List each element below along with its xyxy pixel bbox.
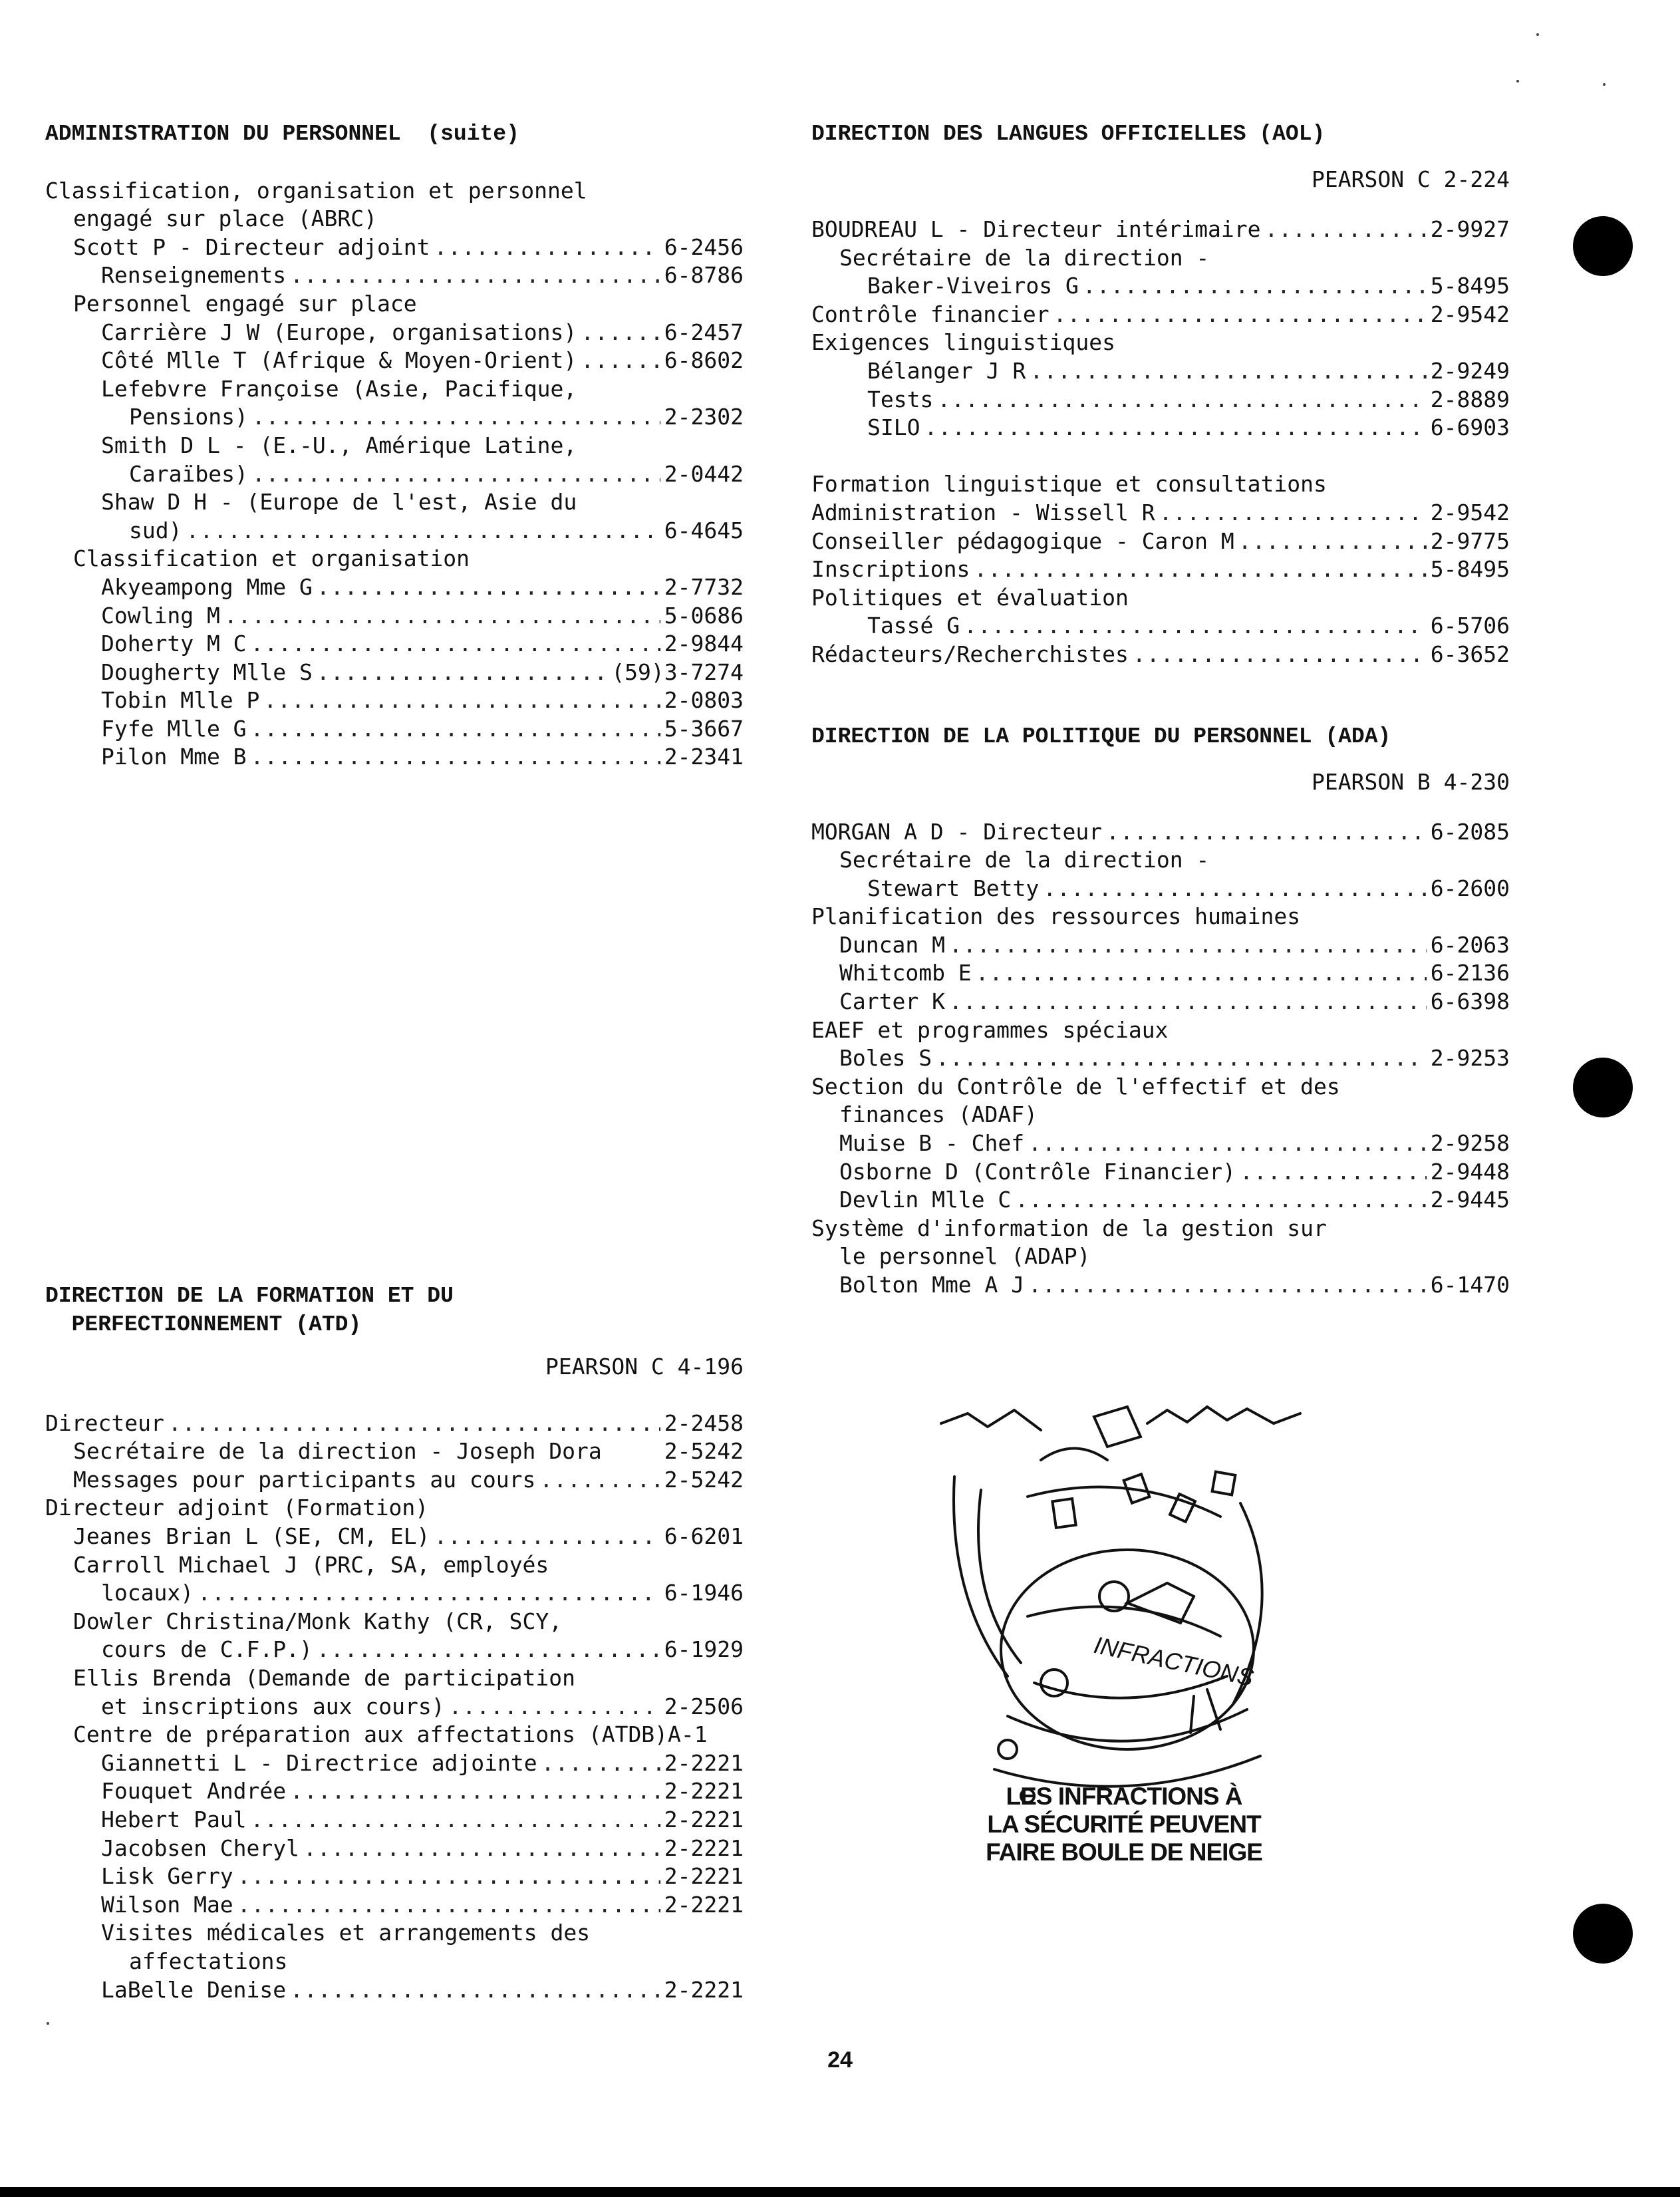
entry-phone: 6-6903: [1430, 414, 1510, 441]
dot-leader: [1159, 499, 1427, 527]
directory-line: [811, 1073, 1510, 1101]
entry-name: Classification et organisation: [73, 545, 470, 572]
entry-phone: 2-8889: [1430, 386, 1510, 412]
entry-name: sud): [129, 517, 182, 543]
directory-line: [811, 1101, 1510, 1129]
directory-entry: [811, 612, 1510, 641]
entry-phone: 6-1929: [664, 1636, 744, 1663]
dot-leader: [317, 573, 660, 602]
dot-leader: [434, 233, 660, 262]
entry-name: SILO: [867, 414, 920, 441]
figure-head-2: [1041, 1670, 1067, 1696]
section-heading-formation-2: PERFECTIONNEMENT (ATD): [45, 1312, 362, 1338]
entry-phone: 6-1470: [1430, 1272, 1510, 1298]
entry-phone: 5-3667: [664, 715, 744, 742]
entry-name: BOUDREAU L - Directeur intérimaire: [811, 216, 1261, 242]
directory-entry: [811, 641, 1510, 669]
dot-leader: [237, 1891, 660, 1920]
entry-phone: 2-2506: [664, 1693, 744, 1719]
directory-entry: [811, 931, 1510, 960]
entry-name: Personnel engagé sur place: [73, 290, 417, 317]
directory-line: [811, 1016, 1510, 1045]
directory-line: [45, 488, 744, 517]
directory-line: [45, 1608, 744, 1636]
dot-leader: [1133, 641, 1427, 669]
directory-entry: [45, 1834, 744, 1863]
directory-line: [45, 1948, 744, 1976]
entry-name: Giannetti L - Directrice adjointe: [101, 1749, 537, 1776]
directory-entry: [45, 1579, 744, 1608]
snow-trail: [994, 1756, 1260, 1787]
directory-entry: [45, 403, 744, 432]
formation-directory-list: [45, 1409, 744, 2004]
entry-name: Fouquet Andrée: [101, 1778, 287, 1805]
location-aol: PEARSON C 2-224: [1311, 166, 1510, 192]
entry-name: Visites médicales et arrangements des: [101, 1920, 591, 1946]
directory-entry: [45, 1976, 744, 2005]
directory-entry: [811, 1158, 1510, 1187]
directory-entry: [811, 555, 1510, 584]
dot-leader: [198, 1579, 660, 1608]
entry-phone: 2-9542: [1430, 301, 1510, 327]
entry-name: Jeanes Brian L (SE, CM, EL): [73, 1523, 430, 1550]
entry-phone: 6-4645: [664, 517, 744, 543]
entry-name: Pilon Mme B: [101, 744, 247, 770]
entry-name: Jacobsen Cheryl: [101, 1834, 300, 1861]
directory-entry: [811, 875, 1510, 903]
entry-name: Politiques et évaluation: [811, 584, 1129, 611]
directory-entry: [45, 1693, 744, 1721]
mountain-ridge: [1147, 1407, 1300, 1423]
directory-entry: [811, 216, 1510, 244]
entry-name: Pensions): [129, 404, 248, 430]
directory-line: [45, 1919, 744, 1948]
punch-hole-bottom: [1573, 1904, 1633, 1964]
directory-entry: [45, 319, 744, 347]
entry-phone: 6-2457: [664, 319, 744, 345]
dot-leader: [1030, 357, 1426, 386]
directory-entry: [45, 1806, 744, 1834]
dot-leader: [317, 659, 607, 687]
entry-name: Carrière J W (Europe, organisations): [101, 319, 577, 345]
directory-entry: [45, 743, 744, 772]
directory-entry: [811, 357, 1510, 386]
dot-leader: [224, 602, 660, 631]
dot-leader: [1053, 301, 1427, 329]
entry-name: Scott P - Directeur adjoint: [73, 233, 430, 260]
directory-entry: [45, 517, 744, 545]
entry-name: le personnel (ADAP): [839, 1243, 1091, 1270]
entry-name: finances (ADAF): [839, 1101, 1038, 1128]
dot-leader: [974, 555, 1426, 584]
directory-entry: [45, 1409, 744, 1438]
entry-name: et inscriptions aux cours): [101, 1693, 445, 1719]
ada-directory-list: [811, 818, 1510, 1300]
entry-name: Carroll Michael J (PRC, SA, employés: [73, 1551, 549, 1578]
entry-phone: 6-8602: [664, 347, 744, 374]
entry-phone: 6-2136: [1430, 960, 1510, 986]
dot-leader: [1028, 1129, 1427, 1158]
directory-entry: [45, 460, 744, 489]
entry-phone: 2-9927: [1430, 216, 1510, 242]
section-heading-admin: ADMINISTRATION DU PERSONNEL (suite): [45, 122, 519, 146]
entry-name: Akyeampong Mme G: [101, 573, 313, 600]
directory-entry: [45, 1891, 744, 1920]
entry-name: Section du Contrôle de l'effectif et des: [811, 1073, 1340, 1099]
dot-leader: [1240, 1158, 1427, 1187]
scan-speck: [1536, 33, 1539, 36]
entry-phone: 2-2221: [664, 1806, 744, 1832]
dot-leader: [949, 931, 1427, 960]
dot-leader: [290, 1976, 660, 2005]
directory-line: [811, 1215, 1510, 1243]
directory-line: [45, 375, 744, 404]
section-heading-formation-1: DIRECTION DE LA FORMATION ET DU: [45, 1284, 454, 1309]
dot-leader: [964, 612, 1427, 641]
entry-name: Secrétaire de la direction -: [839, 244, 1210, 271]
dot-leader: [1083, 272, 1427, 301]
left-column: [45, 120, 744, 2004]
entry-phone: 6-2456: [664, 233, 744, 260]
directory-entry: [811, 414, 1510, 442]
directory-entry: [811, 1129, 1510, 1158]
entry-phone: 2-9775: [1430, 527, 1510, 554]
directory-line: [811, 244, 1510, 273]
entry-name: Système d'information de la gestion sur: [811, 1215, 1327, 1241]
directory-entry: [45, 1437, 744, 1466]
entry-name: Duncan M: [839, 931, 945, 958]
entry-name: Inscriptions: [811, 556, 970, 583]
entry-name: Lefebvre Françoise (Asie, Pacifique,: [101, 375, 577, 402]
directory-entry: [811, 818, 1510, 847]
cartoon-caption: [928, 1783, 1320, 1866]
section-heading-ada: DIRECTION DE LA POLITIQUE DU PERSONNEL (ADA): [811, 724, 1391, 749]
directory-entry: [45, 1466, 744, 1495]
entry-name: Smith D L - (E.-U., Amérique Latine,: [101, 432, 577, 458]
entry-name: Administration - Wissell R: [811, 499, 1155, 525]
entry-phone: 2-9448: [1430, 1158, 1510, 1185]
directory-entry: [811, 988, 1510, 1016]
entry-name: LaBelle Denise: [101, 1976, 287, 2003]
entry-phone: 6-2063: [1430, 931, 1510, 958]
entry-phone: 2-2221: [664, 1976, 744, 2003]
entry-name: Osborne D (Contrôle Financier): [839, 1158, 1236, 1185]
entry-name: Exigences linguistiques: [811, 329, 1115, 356]
directory-entry: [811, 272, 1510, 301]
entry-name: Hebert Paul: [101, 1806, 247, 1832]
entry-name: Baker-Viveiros G: [867, 273, 1079, 299]
entry-name: Tobin Mlle P: [101, 687, 260, 714]
entry-phone: 2-5242: [664, 1438, 744, 1465]
entry-name: Dougherty Mlle S: [101, 659, 313, 685]
directory-entry: [811, 1186, 1510, 1215]
directory-entry: [45, 1636, 744, 1664]
entry-phone: 2-9258: [1430, 1130, 1510, 1157]
dot-leader: [186, 517, 660, 545]
dot-leader: [581, 347, 660, 375]
bottom-border: [0, 2187, 1680, 2197]
entry-phone: 6-2600: [1430, 875, 1510, 901]
entry-name: EAEF et programmes spéciaux: [811, 1016, 1169, 1043]
entry-phone: 5-0686: [664, 602, 744, 629]
entry-phone: 6-6398: [1430, 988, 1510, 1015]
section-heading-aol: DIRECTION DES LANGUES OFFICIELLES (AOL): [811, 122, 1326, 146]
entry-phone: 2-2302: [664, 404, 744, 430]
dot-leader: [541, 1749, 660, 1778]
caption-line-1: LES INFRACTIONS À: [1006, 1783, 1242, 1810]
entry-phone: 2-2221: [664, 1834, 744, 1861]
dot-leader: [581, 319, 660, 347]
dot-leader: [237, 1862, 660, 1891]
scan-speck: [47, 2022, 49, 2025]
entry-name: Carter K: [839, 988, 945, 1015]
entry-name: Devlin Mlle C: [839, 1187, 1012, 1213]
entry-phone: 5-8495: [1430, 273, 1510, 299]
directory-line: [45, 545, 744, 573]
dot-leader: [937, 386, 1426, 414]
entry-name: MORGAN A D - Directeur: [811, 818, 1103, 845]
entry-phone: 6-6201: [664, 1523, 744, 1550]
right-column: [811, 120, 1510, 1300]
dot-leader: [290, 1777, 660, 1806]
directory-entry: [45, 630, 744, 659]
entry-phone: 6-5706: [1430, 613, 1510, 639]
dot-leader: [434, 1523, 660, 1551]
dot-leader: [303, 1834, 660, 1863]
entry-name: Muise B - Chef: [839, 1130, 1025, 1157]
scan-speck: [1516, 80, 1519, 82]
entry-name: Directeur: [45, 1409, 164, 1436]
ball-curve-1: [1028, 1606, 1220, 1636]
dot-leader: [290, 261, 660, 290]
directory-entry: [811, 499, 1510, 527]
entry-name: Planification des ressources humaines: [811, 903, 1301, 930]
directory-line: [45, 290, 744, 319]
directory-line: [45, 205, 744, 233]
directory-line: [45, 177, 744, 206]
entry-phone: (59)3-7274: [611, 659, 744, 685]
entry-name: Secrétaire de la direction - Joseph Dora: [73, 1438, 602, 1465]
entry-name: Bolton Mme A J: [839, 1272, 1025, 1298]
directory-line: [811, 584, 1510, 613]
entry-phone: 2-7732: [664, 573, 744, 600]
dot-leader: [168, 1409, 660, 1438]
dot-leader: [449, 1693, 660, 1721]
directory-line: [45, 1551, 744, 1580]
entry-name: Boles S: [839, 1045, 932, 1072]
sign-board: [1094, 1407, 1141, 1447]
directory-entry: [811, 1044, 1510, 1073]
dot-leader: [252, 460, 660, 489]
dot-leader: [1015, 1186, 1427, 1215]
aol-directory-list: [811, 216, 1510, 669]
briefcase: [1127, 1583, 1194, 1623]
entry-phone: 2-9249: [1430, 357, 1510, 384]
entry-name: Secrétaire de la direction -: [839, 847, 1210, 873]
directory-line: [811, 1243, 1510, 1271]
entry-name: engagé sur place (ABRC): [73, 206, 377, 232]
scan-speck: [1603, 83, 1606, 86]
entry-name: Whitcomb E: [839, 960, 972, 986]
entry-phone: 6-3652: [1430, 641, 1510, 667]
entry-phone: 2-2458: [664, 1409, 744, 1436]
entry-name: Dowler Christina/Monk Kathy (CR, SCY,: [73, 1608, 563, 1634]
caption-line-3: FAIRE BOULE DE NEIGE: [986, 1838, 1262, 1866]
directory-line: [45, 432, 744, 460]
location-ada: PEARSON B 4-230: [1311, 768, 1510, 795]
entry-phone: 2-9445: [1430, 1187, 1510, 1213]
directory-entry: [811, 527, 1510, 556]
punch-hole-middle: [1573, 1058, 1633, 1117]
directory-entry: [811, 386, 1510, 414]
dot-leader: [1043, 875, 1427, 903]
entry-name: Caraïbes): [129, 460, 248, 487]
dot-leader: [251, 1806, 660, 1834]
entry-phone: 2-0803: [664, 687, 744, 714]
dot-leader: [1028, 1271, 1427, 1300]
dot-leader: [936, 1044, 1427, 1073]
entry-phone: 6-1946: [664, 1580, 744, 1606]
entry-name: Centre de préparation aux affectations (ATDB)A-1: [73, 1721, 708, 1748]
dot-leader: [924, 414, 1426, 442]
dot-leader: [1106, 818, 1427, 847]
entry-name: cours de C.F.P.): [101, 1636, 313, 1663]
admin-directory-list: [45, 177, 744, 772]
entry-phone: 2-9253: [1430, 1045, 1510, 1072]
entry-phone: 2-2221: [664, 1863, 744, 1890]
landscape-ridge: [941, 1410, 1041, 1430]
entry-phone: 2-2341: [664, 744, 744, 770]
infractions-label: INFRACTIONS: [1091, 1630, 1256, 1691]
directory-entry: [45, 1749, 744, 1778]
entry-name: Doherty M C: [101, 631, 247, 657]
entry-name: Fyfe Mlle G: [101, 715, 247, 742]
directory-entry: [45, 573, 744, 602]
entry-name: Shaw D H - (Europe de l'est, Asie du: [101, 489, 577, 515]
entry-name: Lisk Gerry: [101, 1863, 233, 1890]
entry-name: Stewart Betty: [867, 875, 1040, 901]
directory-entry: [45, 602, 744, 631]
directory-line: [45, 1664, 744, 1693]
paper-4: [1052, 1499, 1075, 1528]
entry-phone: 6-8786: [664, 262, 744, 289]
directory-entry: [45, 686, 744, 715]
paper-3: [1212, 1472, 1236, 1495]
dot-leader: [949, 988, 1427, 1016]
entry-phone: 2-5242: [664, 1466, 744, 1493]
snow-clump-1: [998, 1740, 1017, 1759]
dot-leader: [251, 715, 660, 744]
entry-name: Ellis Brenda (Demande de participation: [73, 1665, 575, 1691]
directory-entry: [45, 261, 744, 290]
entry-name: Messages pour participants au cours: [73, 1466, 536, 1493]
directory-entry: [45, 659, 744, 687]
directory-entry: [811, 959, 1510, 988]
motion-line-1: [954, 1477, 1008, 1676]
directory-line: [811, 903, 1510, 931]
dot-leader: [317, 1636, 660, 1664]
directory-entry: [45, 347, 744, 375]
hill-line: [1041, 1449, 1107, 1461]
page-number: 24: [827, 2047, 853, 2073]
directory-entry: [45, 1862, 744, 1891]
directory-line: [45, 1721, 744, 1749]
dot-leader: [539, 1466, 660, 1495]
dot-leader: [1238, 527, 1427, 556]
entry-phone: 6-2085: [1430, 818, 1510, 845]
directory-entry: [45, 1777, 744, 1806]
directory-line: [811, 329, 1510, 357]
directory-entry: [45, 1523, 744, 1551]
directory-line: [811, 470, 1510, 499]
entry-name: affectations: [129, 1948, 288, 1974]
directory-entry: [45, 233, 744, 262]
entry-phone: 2-9542: [1430, 499, 1510, 525]
entry-phone: 2-2221: [664, 1778, 744, 1805]
entry-name: Directeur adjoint (Formation): [45, 1495, 429, 1521]
directory-entry: [811, 1271, 1510, 1300]
punch-hole-top: [1573, 216, 1633, 276]
entry-name: Conseiller pédagogique - Caron M: [811, 527, 1234, 554]
entry-name: Tassé G: [867, 613, 960, 639]
dot-leader: [976, 959, 1427, 988]
entry-name: Classification, organisation et personnel: [45, 177, 587, 204]
entry-phone: 2-0442: [664, 460, 744, 487]
directory-line: [811, 846, 1510, 875]
entry-name: Formation linguistique et consultations: [811, 471, 1327, 498]
directory-entry: [45, 715, 744, 744]
entry-name: Cowling M: [101, 602, 220, 629]
entry-phone: 2-9844: [664, 631, 744, 657]
entry-name: Bélanger J R: [867, 357, 1026, 384]
location-formation: PEARSON C 4-196: [545, 1354, 744, 1380]
entry-phone: 5-8495: [1430, 556, 1510, 583]
entry-name: Rédacteurs/Recherchistes: [811, 641, 1129, 667]
dot-leader: [252, 403, 660, 432]
entry-name: Tests: [867, 386, 934, 412]
entry-name: Wilson Mae: [101, 1891, 233, 1918]
entry-phone: 2-2221: [664, 1891, 744, 1918]
directory-line: [45, 1494, 744, 1523]
dot-leader: [263, 686, 660, 715]
dot-leader: [251, 630, 660, 659]
dot-leader: [251, 743, 660, 772]
entry-name: Contrôle financier: [811, 301, 1050, 327]
entry-name: Renseignements: [101, 262, 287, 289]
dot-leader: [1265, 216, 1427, 244]
directory-entry: [811, 301, 1510, 329]
entry-name: locaux): [101, 1580, 194, 1606]
entry-phone: 2-2221: [664, 1749, 744, 1776]
entry-name: Côté Mlle T (Afrique & Moyen-Orient): [101, 347, 577, 374]
caption-line-2: LA SÉCURITÉ PEUVENT: [987, 1811, 1261, 1838]
